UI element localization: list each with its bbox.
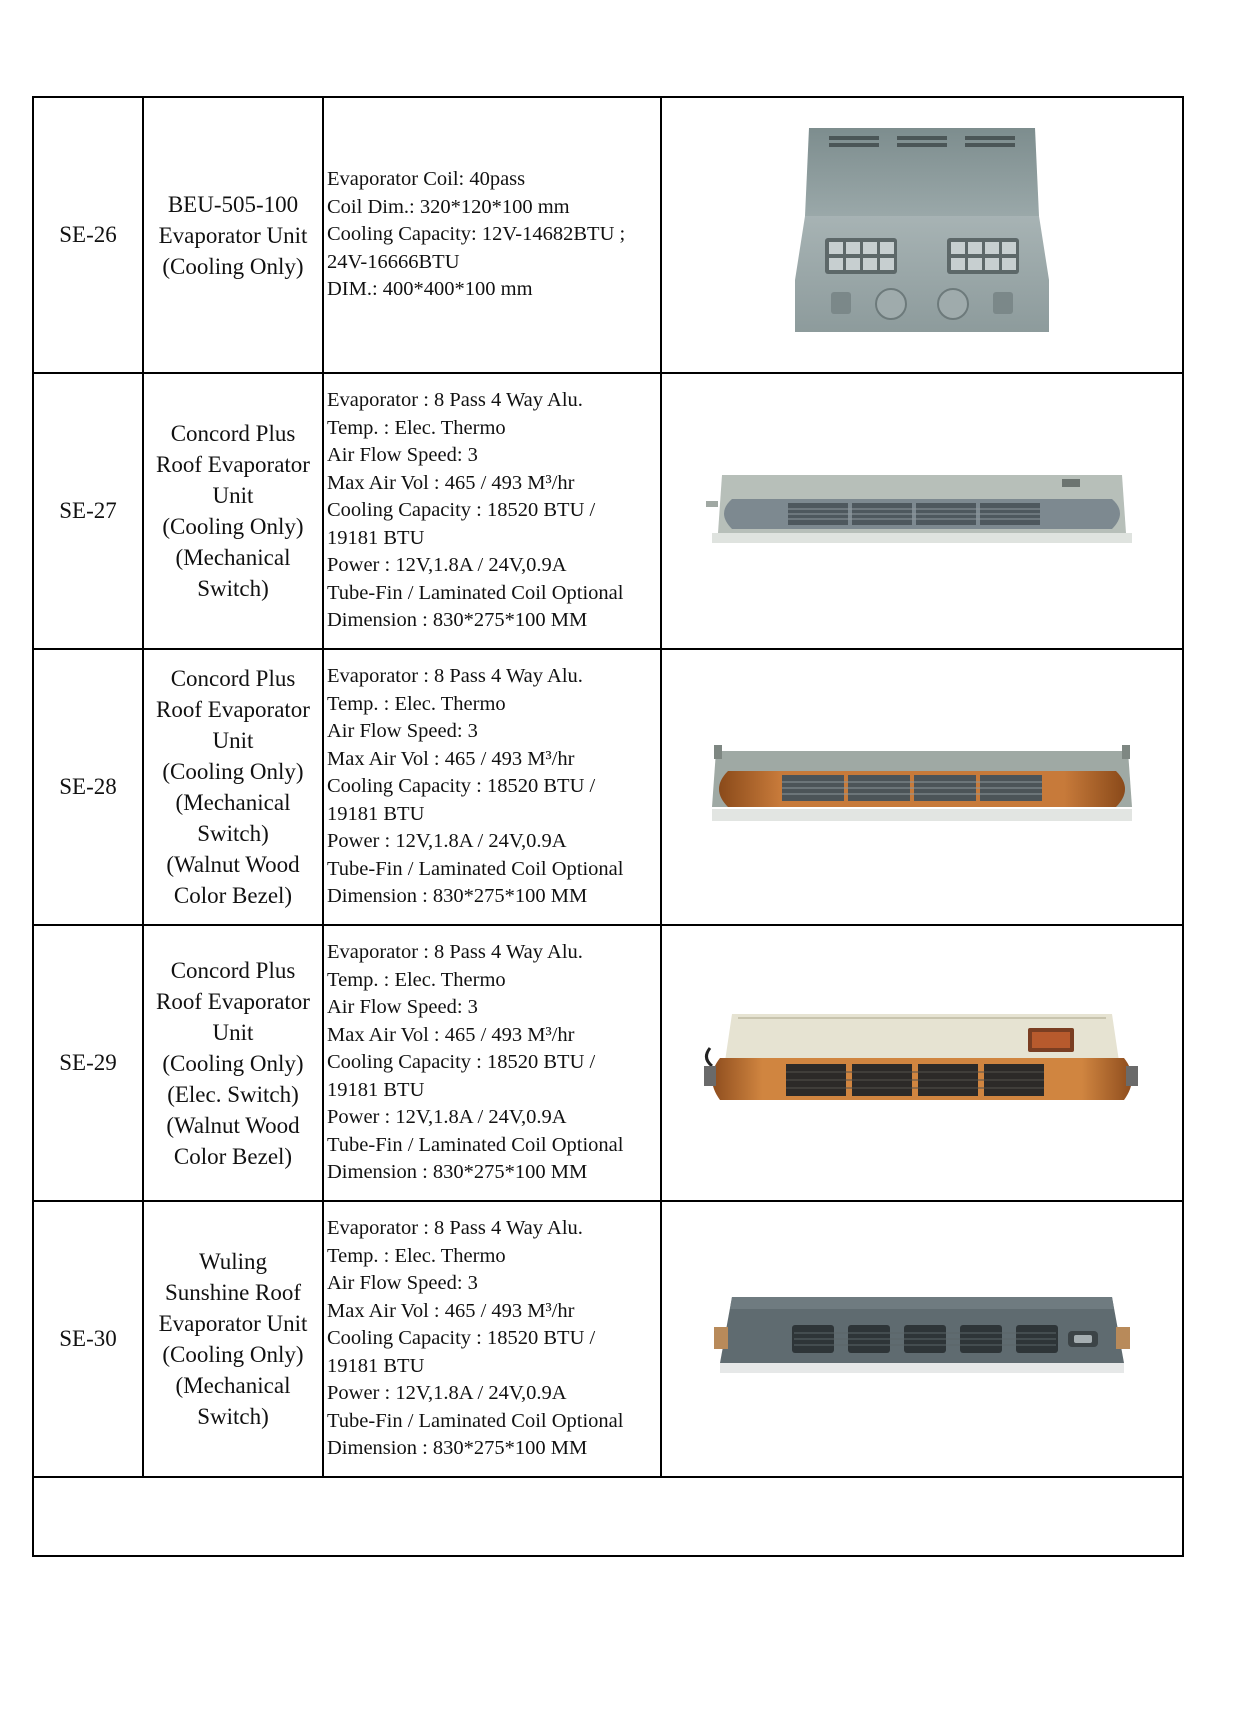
product-table xyxy=(32,96,1184,1557)
spec-line: Power : 12V,1.8A / 24V,0.9A xyxy=(327,554,567,577)
dark-grey-roof-evaporator-image xyxy=(702,1289,1142,1389)
product-name-line: Concord Plus xyxy=(170,957,296,983)
spec-line: Cooling Capacity : 18520 BTU / xyxy=(327,1051,596,1074)
product-name-line: (Mechanical xyxy=(175,1373,291,1398)
spec-line: 19181 BTU xyxy=(327,802,425,825)
product-name-line: (Mechanical xyxy=(175,545,291,570)
spec-line: Max Air Vol : 465 / 493 M³/hr xyxy=(327,471,575,494)
product-specs xyxy=(323,1201,661,1477)
product-name-line: (Cooling Only) xyxy=(162,759,304,784)
spec-line: Cooling Capacity : 18520 BTU / xyxy=(327,499,596,522)
product-image-cell xyxy=(661,649,1183,925)
product-name-line: (Cooling Only) xyxy=(162,1050,304,1076)
spec-line: Power : 12V,1.8A / 24V,0.9A xyxy=(327,1382,567,1405)
product-specs xyxy=(323,925,661,1201)
product-name-line: Roof Evaporator xyxy=(156,452,310,477)
product-name-line: Wuling xyxy=(198,1249,268,1274)
product-specs xyxy=(323,649,661,925)
product-name-line: Switch) xyxy=(197,1404,269,1429)
spec-line: Temp. : Elec. Thermo xyxy=(327,968,506,991)
product-name-line: Evaporator Unit xyxy=(158,1311,308,1336)
blank-cell xyxy=(33,1477,1183,1556)
product-name-line: (Elec. Switch) xyxy=(167,1081,299,1107)
table-row xyxy=(33,925,1183,1201)
spec-line: Evaporator : 8 Pass 4 Way Alu. xyxy=(327,389,583,412)
product-name xyxy=(143,649,323,925)
product-name-line: (Cooling Only) xyxy=(162,253,304,279)
product-name xyxy=(143,373,323,649)
product-name-line: Color Bezel) xyxy=(173,1143,293,1169)
product-specs xyxy=(323,373,661,649)
spec-line: Power : 12V,1.8A / 24V,0.9A xyxy=(327,830,567,853)
beige-walnut-roof-evaporator-image xyxy=(702,1008,1142,1118)
product-name-line: Switch) xyxy=(197,821,269,846)
spec-line: Tube-Fin / Laminated Coil Optional xyxy=(327,857,624,880)
spec-line: Tube-Fin / Laminated Coil Optional xyxy=(327,1133,624,1156)
product-name-line: Concord Plus xyxy=(170,421,296,446)
table-row xyxy=(33,649,1183,925)
product-name-line: Roof Evaporator xyxy=(156,697,310,722)
product-name-line: (Cooling Only) xyxy=(162,1342,304,1367)
spec-line: Cooling Capacity : 18520 BTU / xyxy=(327,775,596,798)
grey-roof-evaporator-image xyxy=(702,463,1142,559)
spec-line: Max Air Vol : 465 / 493 M³/hr xyxy=(327,747,575,770)
spec-line: Air Flow Speed: 3 xyxy=(327,996,478,1019)
walnut-bezel-roof-evaporator-image xyxy=(702,737,1142,837)
product-name-line: Concord Plus xyxy=(170,666,296,691)
product-name-line: Roof Evaporator xyxy=(156,988,310,1014)
spec-line: 19181 BTU xyxy=(327,526,425,549)
product-name-line: Evaporator Unit xyxy=(158,222,308,248)
spec-line: 24V-16666BTU xyxy=(327,250,460,273)
product-name-line: Unit xyxy=(212,728,254,753)
spec-line: Temp. : Elec. Thermo xyxy=(327,1244,506,1267)
spec-line: Air Flow Speed: 3 xyxy=(327,1272,478,1295)
spec-line: Evaporator Coil: 40pass xyxy=(327,168,526,191)
product-image-cell xyxy=(661,97,1183,373)
spec-line: DIM.: 400*400*100 mm xyxy=(327,278,533,301)
product-name-line: BEU-505-100 xyxy=(167,191,299,217)
product-image-cell xyxy=(661,373,1183,649)
product-name-line: (Walnut Wood xyxy=(166,852,300,877)
spec-line: Evaporator : 8 Pass 4 Way Alu. xyxy=(327,665,583,688)
product-code: SE-27 xyxy=(33,373,143,649)
spec-line: Power : 12V,1.8A / 24V,0.9A xyxy=(327,1106,567,1129)
spec-line: 19181 BTU xyxy=(327,1078,425,1101)
spec-line: Evaporator : 8 Pass 4 Way Alu. xyxy=(327,941,583,964)
product-name-line: Unit xyxy=(212,483,254,508)
product-name xyxy=(143,925,323,1201)
product-specs xyxy=(323,97,661,373)
product-name-line: (Walnut Wood xyxy=(166,1112,300,1138)
spec-line: Dimension : 830*275*100 MM xyxy=(327,885,588,908)
spec-line: 19181 BTU xyxy=(327,1354,425,1377)
product-name-line: Switch) xyxy=(197,576,269,601)
spec-line: Max Air Vol : 465 / 493 M³/hr xyxy=(327,1023,575,1046)
product-name-line: (Mechanical xyxy=(175,790,291,815)
spec-line: Tube-Fin / Laminated Coil Optional xyxy=(327,1409,624,1432)
spec-line: Temp. : Elec. Thermo xyxy=(327,416,506,439)
product-name-line: Unit xyxy=(212,1019,254,1045)
product-name-line: Color Bezel) xyxy=(173,883,293,908)
spec-line: Evaporator : 8 Pass 4 Way Alu. xyxy=(327,1217,583,1240)
spec-line: Temp. : Elec. Thermo xyxy=(327,692,506,715)
box-evaporator-unit-image xyxy=(787,120,1057,350)
product-code: SE-30 xyxy=(33,1201,143,1477)
spec-line: Dimension : 830*275*100 MM xyxy=(327,1161,588,1184)
spec-line: Dimension : 830*275*100 MM xyxy=(327,1437,588,1460)
spec-line: Air Flow Speed: 3 xyxy=(327,444,478,467)
table-row xyxy=(33,1201,1183,1477)
product-image-cell xyxy=(661,1201,1183,1477)
spec-line: Dimension : 830*275*100 MM xyxy=(327,609,588,632)
spec-line: Max Air Vol : 465 / 493 M³/hr xyxy=(327,1299,575,1322)
product-code: SE-29 xyxy=(33,925,143,1201)
spec-line: Air Flow Speed: 3 xyxy=(327,720,478,743)
product-code: SE-26 xyxy=(33,97,143,373)
product-code: SE-28 xyxy=(33,649,143,925)
spec-line: Coil Dim.: 320*120*100 mm xyxy=(327,195,570,218)
spec-line: Cooling Capacity : 18520 BTU / xyxy=(327,1327,596,1350)
spec-line: Tube-Fin / Laminated Coil Optional xyxy=(327,581,624,604)
product-name-line: (Cooling Only) xyxy=(162,514,304,539)
spec-line: Cooling Capacity: 12V-14682BTU ; xyxy=(327,223,626,246)
table-row xyxy=(33,1477,1183,1556)
product-name-line: Sunshine Roof xyxy=(164,1280,302,1305)
product-image-cell xyxy=(661,925,1183,1201)
product-name xyxy=(143,97,323,373)
product-name xyxy=(143,1201,323,1477)
table-row xyxy=(33,373,1183,649)
table-row xyxy=(33,97,1183,373)
